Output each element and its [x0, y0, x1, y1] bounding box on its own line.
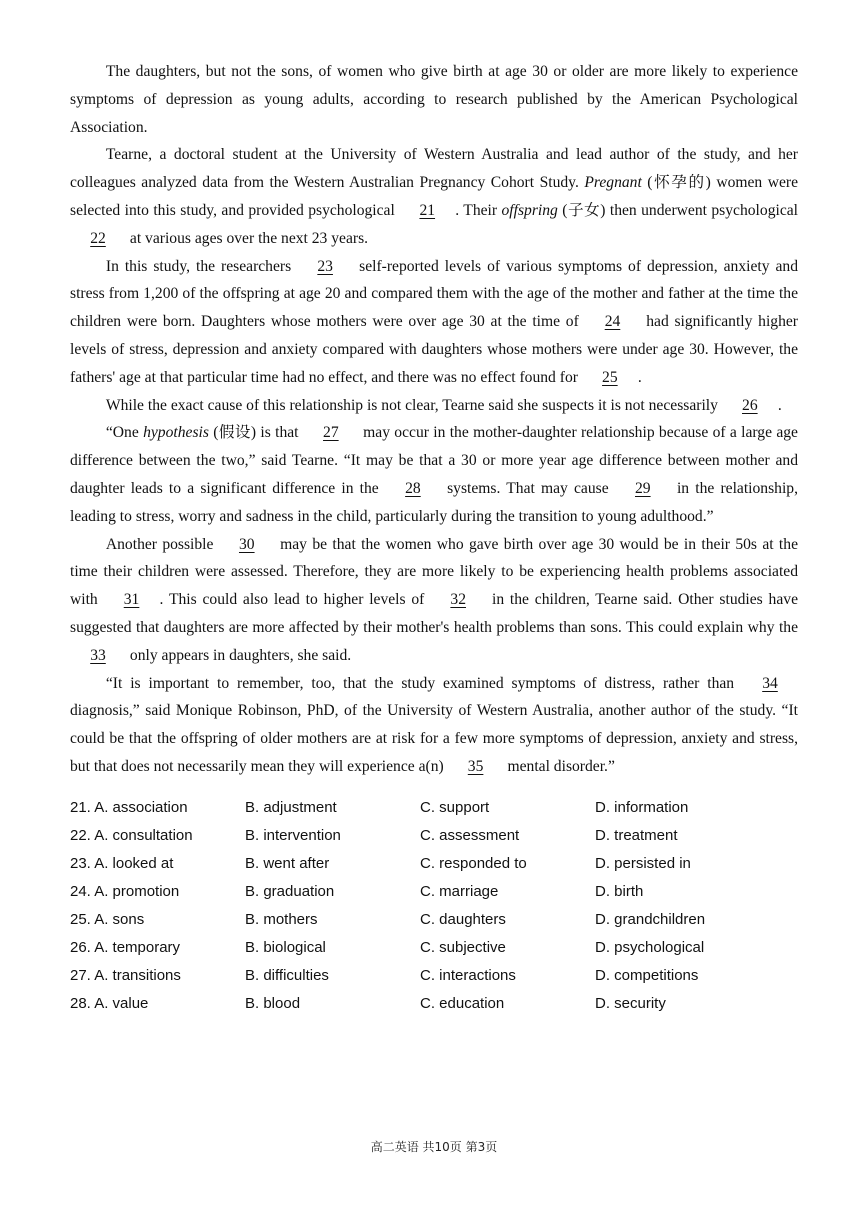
option-b: B. difficulties: [245, 966, 329, 984]
option-b: B. went after: [245, 854, 330, 872]
paragraph-text: self-reported levels of various symptoms of depression, anxiety and stress from 1,200 of the offspring at age 20 and compared them with the age of the mother and father at the time the children were born. Daughters whose mothers were over age 30 at the time of: [70, 257, 798, 331]
option-a: 27. A. transitions: [70, 966, 181, 984]
blank-23: 23: [317, 257, 333, 275]
blank-35: 35: [467, 757, 484, 775]
paragraph-3: [70, 253, 798, 392]
option-b: B. adjustment: [245, 798, 337, 816]
question-row-27: [70, 962, 798, 990]
page-footer: 高二英语 共10页 第3页: [370, 1140, 498, 1154]
paragraph-text: Another possible: [105, 535, 219, 553]
option-c: C. interactions: [420, 966, 516, 984]
gloss: (假设): [208, 424, 261, 442]
paragraph-text: In this study, the researchers: [105, 257, 298, 275]
question-row-25: [70, 906, 798, 934]
option-a: 22. A. consultation: [70, 826, 193, 844]
option-c: C. subjective: [420, 938, 506, 956]
option-d: D. treatment: [595, 826, 678, 844]
question-row-22: [70, 822, 798, 850]
option-b: B. biological: [245, 938, 326, 956]
question-row-26: [70, 934, 798, 962]
blank-24: 24: [604, 313, 621, 331]
question-row-21: [70, 794, 798, 822]
blank-33: 33: [90, 646, 106, 664]
glossed-word: offspring: [501, 201, 558, 219]
option-d: D. security: [595, 994, 666, 1012]
option-c: C. assessment: [420, 826, 520, 844]
option-d: D. persisted in: [595, 854, 691, 872]
option-c: C. education: [420, 994, 505, 1012]
paragraph-6: [70, 531, 798, 670]
exam-page: [70, 58, 798, 1018]
gloss: (怀孕的): [641, 174, 717, 192]
option-a: 28. A. value: [70, 994, 149, 1012]
paragraph-text: . Their: [455, 201, 502, 219]
paragraph-text: in the relationship, leading to stress, worry and sadness in the child, particularly during the transition to young adulthood.”: [70, 479, 798, 525]
option-c: C. responded to: [420, 854, 527, 872]
blank-26: 26: [742, 396, 758, 414]
paragraph-text: The daughters, but not the sons, of women who give birth at age 30 or older are more likely to experience symptoms of depression as young adults, according to research published by the American Psychological Association.: [70, 63, 798, 136]
option-d: D. birth: [595, 882, 644, 900]
question-row-23: [70, 850, 798, 878]
blank-21: 21: [419, 201, 436, 219]
blank-30: 30: [238, 535, 255, 553]
option-a: 25. A. sons: [70, 910, 145, 928]
blank-29: 29: [635, 479, 651, 497]
paragraph-5: [70, 419, 798, 530]
paragraph-text: .: [637, 368, 642, 386]
paragraph-text: only appears in daughters, she said.: [126, 646, 352, 664]
paragraph-text: . This could also lead to higher levels of: [159, 591, 431, 609]
paragraph-2: [70, 141, 798, 252]
option-c: C. support: [420, 798, 490, 816]
paragraph-text: in the children, Tearne said. Other studies have suggested that daughters are more affected by their mother's health problems than sons. This could explain why the: [70, 591, 798, 636]
paragraph-text: diagnosis,” said Monique Robinson, PhD, of the University of Western Australia, another author of the study. “It could be that the offspring of older mothers are at risk for a few more symptoms of depression, anxiety and stress, but that does not necessarily mean they will experience a(n): [70, 702, 798, 775]
option-b: B. mothers: [245, 910, 318, 928]
blank-32: 32: [450, 591, 466, 609]
paragraph-text: While the exact cause of this relationship is not clear, Tearne said she suspects it is not necessarily: [105, 396, 722, 414]
blank-22: 22: [90, 229, 106, 247]
paragraph-text: had significantly higher levels of stress, depression and anxiety compared with daughters whose mothers were under age 30. However, the fathers' age at that particular time had no effect, and there was no effect found for: [70, 313, 798, 386]
option-a: 23. A. looked at: [70, 854, 174, 872]
paragraph-text: then underwent psychological: [609, 201, 798, 219]
paragraph-4: [70, 392, 798, 420]
option-b: B. blood: [245, 994, 301, 1012]
option-a: 21. A. association: [70, 798, 188, 816]
glossed-word: hypothesis: [143, 424, 209, 442]
gloss: (子女): [557, 201, 610, 219]
paragraph-text: at various ages over the next 23 years.: [126, 229, 369, 247]
answer-options: [70, 794, 798, 1018]
option-a: 24. A. promotion: [70, 882, 180, 900]
blank-28: 28: [405, 479, 421, 497]
paragraph-1: [70, 58, 798, 141]
option-d: D. information: [595, 798, 689, 816]
blank-34: 34: [762, 674, 778, 692]
option-c: C. marriage: [420, 882, 499, 900]
paragraph-text: women were selected into this study, and provided psychological: [70, 174, 799, 219]
blank-31: 31: [123, 591, 140, 609]
option-d: D. grandchildren: [595, 910, 706, 928]
blank-25: 25: [602, 368, 618, 386]
paragraph-text: is that: [260, 424, 303, 442]
paragraph-text: Tearne, a doctoral student at the University of Western Australia and lead author of the study, and her colleagues analyzed data from the Western Australian Pregnancy Cohort Study.: [70, 146, 798, 192]
option-a: 26. A. temporary: [70, 938, 181, 956]
option-c: C. daughters: [420, 910, 506, 928]
paragraph-7: [70, 670, 798, 781]
paragraph-text: .: [777, 396, 782, 414]
glossed-word: Pregnant: [584, 174, 642, 192]
paragraph-text: systems. That may cause: [440, 479, 615, 497]
paragraph-text: mental disorder.”: [503, 757, 615, 775]
option-b: B. graduation: [245, 882, 335, 900]
paragraph-text: may be that the women who gave birth over age 30 would be in their 50s at the time their children were assessed. Therefore, they are more likely to be experiencing health problems associated with: [70, 535, 798, 609]
option-d: D. psychological: [595, 938, 705, 956]
paragraph-text: “One: [105, 424, 144, 442]
question-row-24: [70, 878, 798, 906]
paragraph-text: may occur in the mother-daughter relationship because of a large age difference between the two,” said Tearne. “It may be that a 30 or more year age difference between mother and daughter leads to a significant difference in the: [70, 424, 798, 497]
paragraph-text: “It is important to remember, too, that the study examined symptoms of distress, rather than: [105, 674, 742, 692]
blank-27: 27: [323, 424, 339, 442]
question-row-28: [70, 990, 798, 1018]
option-d: D. competitions: [595, 966, 699, 984]
option-b: B. intervention: [245, 826, 341, 844]
